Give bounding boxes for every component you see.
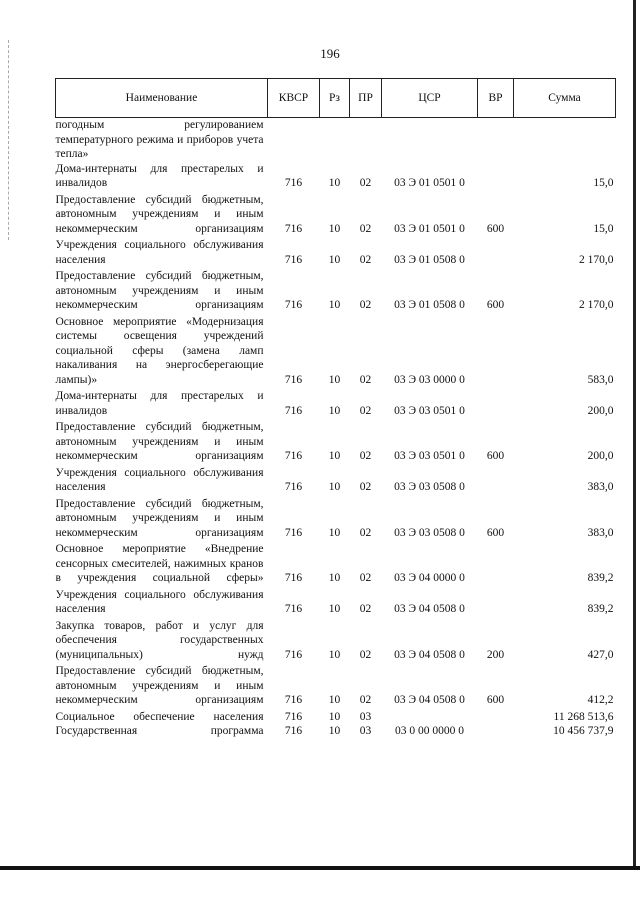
cell-name: погодным регулированием температурного режима и приборов учета тепла»	[55, 119, 264, 160]
cell-kvsr: 716	[284, 177, 303, 189]
cell-pr: 02	[359, 572, 372, 584]
cell-rz: 10	[328, 373, 341, 386]
cell-sum: 839,2	[587, 603, 614, 615]
cell-kvsr: 716	[284, 299, 303, 311]
cell-name: Основное мероприятие «Внедрение сенсорных смесителей, нажимных кранов в учреждения социальной сферы»	[55, 543, 264, 584]
cell-sum: 10 456 737,9	[553, 725, 614, 737]
header-sum: Сумма	[514, 79, 616, 118]
cell-name: Учреждения социального обслуживания населения	[55, 466, 264, 493]
table-row	[56, 420, 616, 466]
table-body	[56, 118, 616, 739]
cell-csr: 03 Э 03 0000 0	[394, 373, 465, 386]
table-row	[56, 193, 616, 239]
cell-kvsr: 716	[284, 572, 303, 584]
cell-vr	[478, 238, 514, 269]
cell-rz: 10	[328, 481, 341, 493]
cell-vr	[478, 588, 514, 619]
cell-vr	[478, 542, 514, 588]
cell-pr: 03	[359, 725, 372, 737]
cell-vr	[478, 710, 514, 725]
cell-csr: 03 0 00 0000 0	[395, 725, 464, 737]
header-name: Наименование	[56, 79, 268, 118]
cell-vr: 600	[486, 450, 505, 462]
table-row	[56, 588, 616, 619]
header-rz: Рз	[320, 79, 350, 118]
table-row	[56, 466, 616, 497]
cell-sum: 11 268 513,6	[553, 710, 614, 723]
cell-csr: 03 Э 04 0000 0	[394, 572, 465, 584]
cell-csr	[382, 710, 478, 725]
table-row	[56, 269, 616, 315]
cell-rz: 10	[328, 253, 341, 266]
cell-name: Предоставление субсидий бюджетным, автономным учреждениям и иным некоммерческим организациям	[55, 270, 264, 311]
header-kvsr: КВСР	[268, 79, 320, 118]
cell-kvsr: 716	[284, 222, 303, 235]
cell-vr: 200	[486, 648, 505, 661]
header-vr: ВР	[478, 79, 514, 118]
cell-name: Учреждения социального обслуживания населения	[55, 239, 264, 266]
cell-name: Учреждения социального обслуживания населения	[55, 588, 264, 615]
cell-kvsr: 716	[284, 373, 303, 386]
cell-kvsr: 716	[284, 481, 303, 493]
cell-vr: 600	[486, 299, 505, 311]
cell-rz: 10	[328, 526, 341, 539]
cell-kvsr: 716	[284, 725, 303, 737]
table-row	[56, 724, 616, 739]
cell-pr: 02	[359, 648, 372, 661]
cell-vr	[478, 389, 514, 420]
cell-kvsr	[268, 118, 320, 162]
cell-rz: 10	[328, 222, 341, 235]
cell-csr: 03 Э 03 0501 0	[394, 450, 465, 462]
cell-rz: 10	[328, 572, 341, 584]
budget-table-container	[55, 78, 615, 739]
table-row	[56, 238, 616, 269]
cell-pr: 03	[359, 710, 372, 723]
cell-rz: 10	[328, 725, 341, 737]
cell-csr: 03 Э 01 0508 0	[394, 299, 465, 311]
cell-csr: 03 Э 03 0501 0	[394, 404, 465, 417]
cell-rz: 10	[328, 710, 341, 723]
cell-kvsr: 716	[284, 710, 303, 723]
table-row	[56, 162, 616, 193]
cell-pr: 02	[359, 694, 372, 706]
cell-sum: 2 170,0	[579, 253, 614, 266]
cell-kvsr: 716	[284, 648, 303, 661]
cell-sum: 427,0	[587, 648, 614, 661]
cell-name: Закупка товаров, работ и услуг для обеспечения государственных (муниципальных) нужд	[55, 619, 264, 661]
cell-csr: 03 Э 03 0508 0	[394, 526, 465, 539]
table-row	[56, 389, 616, 420]
table-header	[56, 79, 616, 118]
cell-sum: 15,0	[593, 177, 614, 189]
cell-pr: 02	[359, 222, 372, 235]
table-row	[56, 497, 616, 543]
cell-pr: 02	[359, 450, 372, 462]
cell-vr: 600	[486, 222, 505, 235]
cell-name: Дома-интернаты для престарелых и инвалидов	[55, 390, 264, 417]
cell-csr: 03 Э 01 0501 0	[394, 177, 465, 189]
cell-name: Предоставление субсидий бюджетным, автономным учреждениям и иным некоммерческим организациям	[55, 421, 264, 462]
cell-sum: 383,0	[587, 526, 614, 539]
cell-vr	[478, 466, 514, 497]
cell-vr	[478, 724, 514, 739]
header-csr: ЦСР	[382, 79, 478, 118]
cell-rz: 10	[328, 648, 341, 661]
budget-table	[55, 78, 616, 739]
cell-pr	[350, 118, 382, 162]
cell-rz: 10	[328, 177, 341, 189]
cell-sum: 15,0	[593, 222, 614, 235]
cell-pr: 02	[359, 177, 372, 189]
cell-csr: 03 Э 04 0508 0	[394, 603, 465, 615]
cell-pr: 02	[359, 373, 372, 386]
header-pr: ПР	[350, 79, 382, 118]
cell-name: Государственная программа	[55, 725, 264, 737]
cell-sum: 839,2	[587, 572, 614, 584]
cell-sum: 2 170,0	[579, 299, 614, 311]
cell-rz: 10	[328, 404, 341, 417]
cell-csr	[382, 118, 478, 162]
cell-pr: 02	[359, 253, 372, 266]
cell-sum	[514, 118, 616, 162]
cell-name: Предоставление субсидий бюджетным, автономным учреждениям и иным некоммерческим организациям	[55, 193, 264, 235]
cell-kvsr: 716	[284, 450, 303, 462]
table-row	[56, 542, 616, 588]
cell-kvsr: 716	[284, 694, 303, 706]
cell-name: Предоставление субсидий бюджетным, автономным учреждениям и иным некоммерческим организациям	[55, 665, 264, 706]
cell-sum: 412,2	[587, 694, 614, 706]
cell-csr: 03 Э 01 0508 0	[394, 253, 465, 266]
cell-name: Предоставление субсидий бюджетным, автономным учреждениям и иным некоммерческим организациям	[55, 497, 264, 539]
table-row	[56, 664, 616, 710]
cell-rz: 10	[328, 299, 341, 311]
cell-rz: 10	[328, 450, 341, 462]
cell-csr: 03 Э 04 0508 0	[394, 694, 465, 706]
cell-kvsr: 716	[284, 404, 303, 417]
cell-pr: 02	[359, 526, 372, 539]
cell-rz: 10	[328, 694, 341, 706]
cell-sum: 583,0	[587, 373, 614, 386]
cell-pr: 02	[359, 481, 372, 493]
cell-rz	[320, 118, 350, 162]
cell-vr	[478, 162, 514, 193]
cell-vr: 600	[486, 694, 505, 706]
scan-artifact	[8, 40, 10, 240]
page-edge-bottom	[0, 866, 640, 870]
cell-vr: 600	[486, 526, 505, 539]
table-row	[56, 118, 616, 162]
cell-vr	[478, 118, 514, 162]
table-row	[56, 710, 616, 725]
cell-csr: 03 Э 01 0501 0	[394, 222, 465, 235]
cell-vr	[478, 315, 514, 390]
cell-pr: 02	[359, 404, 372, 417]
cell-name: Основное мероприятие «Модернизация системы освещения учреждений социальной сферы (замена ламп накаливания на энергосберегающие лампы)»	[55, 315, 264, 386]
cell-csr: 03 Э 04 0508 0	[394, 648, 465, 661]
table-row	[56, 619, 616, 665]
cell-sum: 200,0	[587, 450, 614, 462]
cell-kvsr: 716	[284, 253, 303, 266]
page-edge-right	[633, 0, 636, 868]
cell-pr: 02	[359, 299, 372, 311]
cell-csr: 03 Э 03 0508 0	[394, 481, 465, 493]
cell-sum: 383,0	[587, 481, 614, 493]
cell-name: Дома-интернаты для престарелых и инвалидов	[55, 162, 264, 189]
cell-rz: 10	[328, 603, 341, 615]
cell-sum: 200,0	[587, 404, 614, 417]
cell-pr: 02	[359, 603, 372, 615]
table-row	[56, 315, 616, 390]
cell-kvsr: 716	[284, 526, 303, 539]
page-number: 196	[320, 46, 340, 61]
cell-kvsr: 716	[284, 603, 303, 615]
cell-name: Социальное обеспечение населения	[55, 710, 264, 723]
